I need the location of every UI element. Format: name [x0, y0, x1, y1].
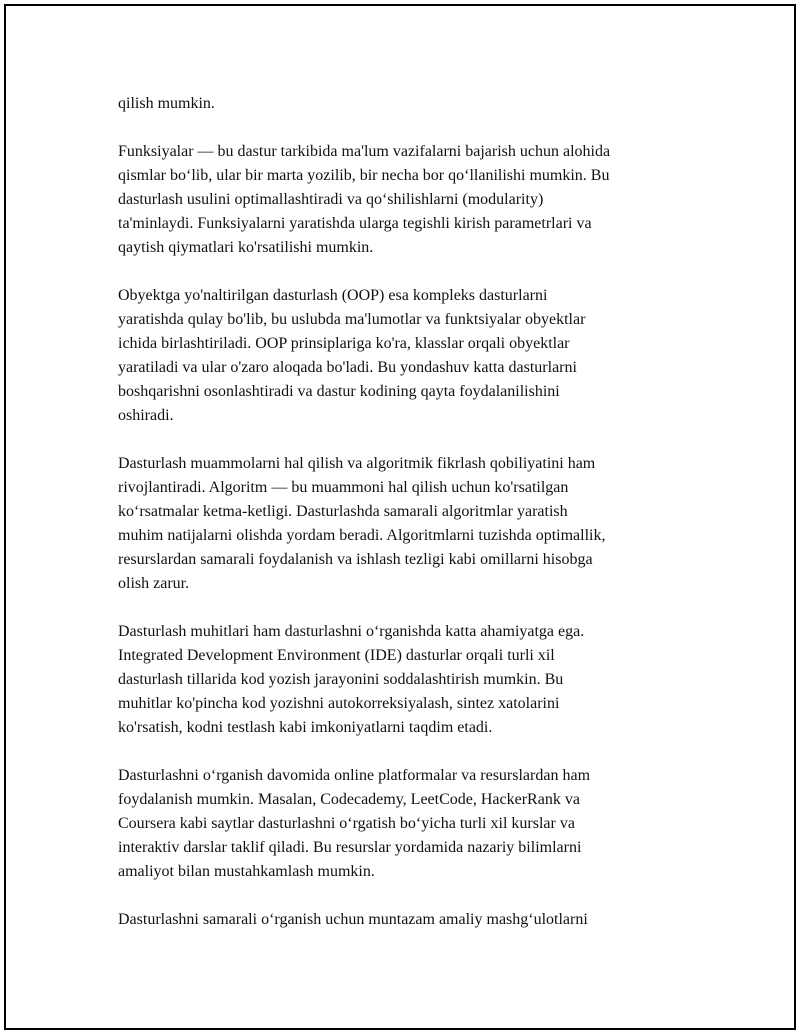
text-line: Dasturlash muhitlari ham dasturlashni o‘rganishda katta ahamiyatga ega.	[118, 623, 585, 640]
paragraph-spacer	[118, 884, 698, 908]
text-line: qilish mumkin.	[118, 95, 215, 112]
text-line: ko‘rsatmalar ketma-ketligi. Dasturlashda samarali algoritmlar yaratish	[118, 503, 568, 520]
text-line: Integrated Development Environment (IDE) dasturlar orqali turli xil	[118, 647, 555, 664]
text-line: resurslardan samarali foydalanish va ishlash tezligi kabi omillarni hisobga	[118, 551, 593, 568]
text-line: amaliyot bilan mustahkamlash mumkin.	[118, 863, 375, 880]
paragraph	[118, 452, 698, 596]
text-line: ta'minlaydi. Funksiyalarni yaratishda ularga tegishli kirish parametrlari va	[118, 215, 592, 232]
text-line: Coursera kabi saytlar dasturlashni o‘rgatish bo‘yicha turli xil kurslar va	[118, 815, 575, 832]
paragraph-spacer	[118, 260, 698, 284]
text-line: boshqarishni osonlashtiradi va dastur kodining qayta foydalanilishini	[118, 383, 560, 400]
paragraph	[118, 908, 698, 932]
paragraph-spacer	[118, 596, 698, 620]
text-line: qismlar bo‘lib, ular bir marta yozilib, bir necha bor qo‘llanilishi mumkin. Bu	[118, 167, 610, 184]
text-line: ko'rsatish, kodni testlash kabi imkoniyatlarni taqdim etadi.	[118, 719, 493, 736]
document-body	[118, 92, 698, 932]
text-line: Funksiyalar — bu dastur tarkibida ma'lum vazifalarni bajarish uchun alohida	[118, 143, 611, 160]
text-line: rivojlantiradi. Algoritm — bu muammoni hal qilish uchun ko'rsatilgan	[118, 479, 569, 496]
paragraph-spacer	[118, 740, 698, 764]
text-line: Dasturlashni samarali o‘rganish uchun muntazam amaliy mashg‘ulotlarni	[118, 911, 588, 928]
paragraph	[118, 284, 698, 428]
text-line: olish zarur.	[118, 575, 190, 592]
text-line: yaratiladi va ular o'zaro aloqada bo'ladi. Bu yondashuv katta dasturlarni	[118, 359, 577, 376]
text-line: dasturlash tillarida kod yozish jarayonini soddalashtirish mumkin. Bu	[118, 671, 564, 688]
paragraph	[118, 140, 698, 260]
text-line: Dasturlash muammolarni hal qilish va algoritmik fikrlash qobiliyatini ham	[118, 455, 596, 472]
text-line: yaratishda qulay bo'lib, bu uslubda ma'lumotlar va funktsiyalar obyektlar	[118, 311, 586, 328]
paragraph	[118, 620, 698, 740]
text-line: Dasturlashni o‘rganish davomida online platformalar va resurslardan ham	[118, 767, 591, 784]
paragraph-spacer	[118, 428, 698, 452]
text-line: dasturlash usulini optimallashtiradi va qo‘shilishlarni (modularity)	[118, 191, 544, 208]
text-line: interaktiv darslar taklif qiladi. Bu resurslar yordamida nazariy bilimlarni	[118, 839, 582, 856]
paragraph-spacer	[118, 116, 698, 140]
text-line: foydalanish mumkin. Masalan, Codecademy, LeetCode, HackerRank va	[118, 791, 580, 808]
text-line: ichida birlashtiriladi. OOP prinsiplariga ko'ra, klasslar orqali obyektlar	[118, 335, 570, 352]
paragraph	[118, 764, 698, 884]
text-line: qaytish qiymatlari ko'rsatilishi mumkin.	[118, 239, 374, 256]
text-line: muhitlar ko'pincha kod yozishni autokorreksiyalash, sintez xatolarini	[118, 695, 560, 712]
text-line: muhim natijalarni olishda yordam beradi. Algoritmlarni tuzishda optimallik,	[118, 527, 606, 544]
text-line: oshiradi.	[118, 407, 174, 424]
text-line: Obyektga yo'naltirilgan dasturlash (OOP) esa kompleks dasturlarni	[118, 287, 548, 304]
paragraph	[118, 92, 698, 116]
